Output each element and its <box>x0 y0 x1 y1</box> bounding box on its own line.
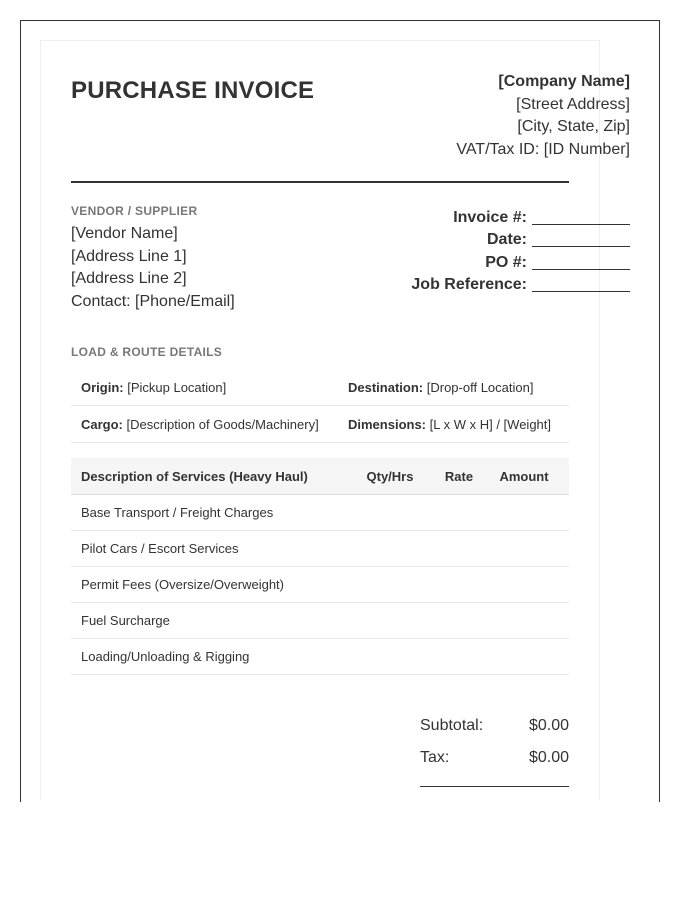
service-description: Fuel Surcharge <box>81 613 170 628</box>
services-table <box>71 458 569 675</box>
date-label: Date: <box>486 231 527 248</box>
company-tax-id: VAT/Tax ID: [ID Number] <box>456 140 630 158</box>
table-row <box>71 495 569 531</box>
totals-divider <box>420 786 569 787</box>
po-row <box>411 249 630 272</box>
invoice-number-row <box>411 204 630 227</box>
company-block <box>456 71 630 161</box>
header-divider <box>71 181 569 183</box>
load-details-table <box>71 369 569 443</box>
service-description: Pilot Cars / Escort Services <box>81 541 239 556</box>
invoice-meta <box>411 204 630 294</box>
cargo-cell <box>71 417 338 432</box>
table-row <box>71 603 569 639</box>
services-header-row <box>71 458 569 495</box>
job-reference-label: Job Reference: <box>411 276 527 293</box>
vendor-section-label: VENDOR / SUPPLIER <box>71 204 198 218</box>
tax-row <box>420 742 569 774</box>
subtotal-row <box>420 710 569 742</box>
vendor-block <box>71 223 235 313</box>
vendor-address-2: [Address Line 2] <box>71 270 187 288</box>
column-header-amount: Amount <box>499 468 549 484</box>
subtotal-label: Subtotal: <box>420 717 484 734</box>
po-label: PO #: <box>485 253 527 271</box>
column-header-qty: Qty/Hrs <box>366 468 414 484</box>
po-field[interactable] <box>532 253 630 270</box>
totals-block <box>420 710 569 787</box>
company-street: [Street Address] <box>516 95 630 113</box>
page-title: PURCHASE INVOICE <box>71 77 315 104</box>
origin-value: [Pickup Location] <box>127 379 227 395</box>
origin-cell <box>71 380 338 395</box>
cargo-value: [Description of Goods/Machinery] <box>126 416 319 432</box>
company-name: [Company Name] <box>498 73 630 90</box>
origin-label: Origin: <box>81 379 124 395</box>
invoice-number-label: Invoice #: <box>453 208 527 226</box>
destination-value: [Drop-off Location] <box>426 379 534 395</box>
column-header-description: Description of Services (Heavy Haul) <box>81 468 308 484</box>
date-field[interactable] <box>532 230 630 247</box>
vendor-name: [Vendor Name] <box>71 225 178 242</box>
job-reference-field[interactable] <box>532 275 630 292</box>
table-row <box>71 531 569 567</box>
company-city: [City, State, Zip] <box>517 118 630 135</box>
load-row <box>71 369 569 406</box>
service-description: Loading/Unloading & Rigging <box>81 649 250 664</box>
invoice-number-field[interactable] <box>532 208 630 225</box>
service-description: Permit Fees (Oversize/Overweight) <box>81 577 284 592</box>
dimensions-label: Dimensions: <box>348 416 427 432</box>
dimensions-cell <box>338 417 551 432</box>
destination-cell <box>338 380 533 395</box>
tax-label: Tax: <box>420 749 450 766</box>
dimensions-value: [L x W x H] / [Weight] <box>429 416 552 432</box>
vendor-address-1: [Address Line 1] <box>71 247 187 265</box>
date-row <box>411 227 630 250</box>
table-row <box>71 567 569 603</box>
load-row <box>71 406 569 443</box>
destination-label: Destination: <box>348 379 424 395</box>
service-description: Base Transport / Freight Charges <box>81 505 274 520</box>
column-header-rate: Rate <box>444 468 474 484</box>
load-section-label: LOAD & ROUTE DETAILS <box>71 345 223 359</box>
table-row <box>71 639 569 675</box>
vendor-contact: Contact: [Phone/Email] <box>71 292 235 310</box>
tax-value: $0.00 <box>528 749 569 766</box>
job-reference-row <box>411 272 630 295</box>
cargo-label: Cargo: <box>81 416 123 432</box>
subtotal-value: $0.00 <box>528 717 569 734</box>
